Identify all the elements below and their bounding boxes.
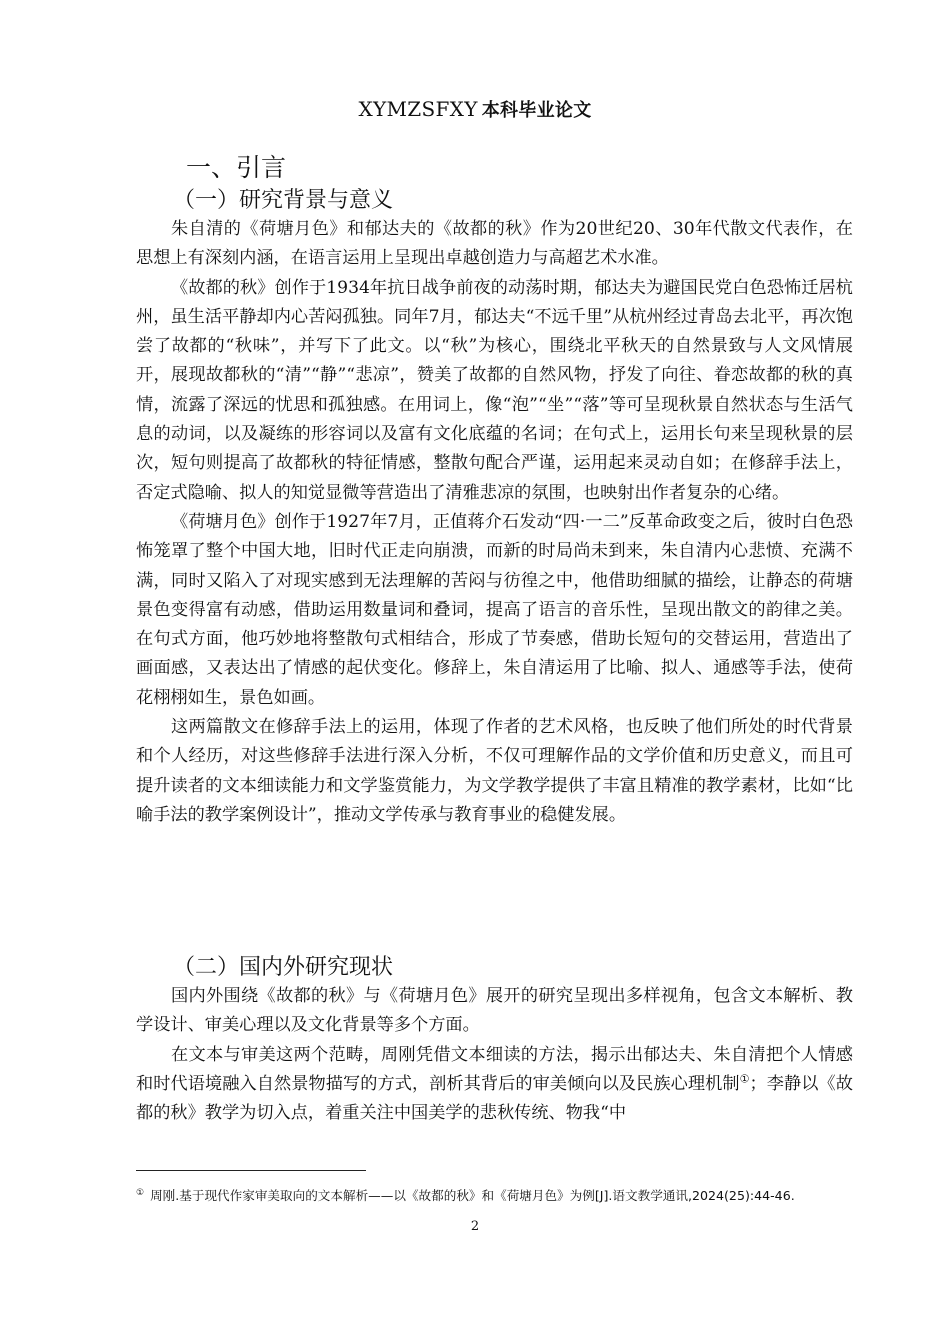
footnote-text: 周刚.基于现代作家审美取向的文本解析——以《故都的秋》和《荷塘月色》为例[J].语文教学通讯,2024(25):44-46. [150,1188,795,1204]
paragraph: 《荷塘月色》创作于1927年7月，正值蒋介石发动“四·一二”反革命政变之后，彼时白色恐怖笼罩了整个中国大地，旧时代正走向崩溃，而新的时局尚未到来，朱自清内心悲愤、充满不满，同时又陷入了对现实感到无法理解的苦闷与彷徨之中，他借助细腻的描绘，让静态的荷塘景色变得富有动感，借助运用数量词和叠词，提高了语言的音乐性，呈现出散文的韵律之美。在句式方面，他巧妙地将整散句式相结合，形成了节奏感，借助长短句的交替运用，营造出了画面感，又表达出了情感的起伏变化。修辞上，朱自清运用了比喻、拟人、通感等手法，使荷花栩栩如生，景色如画。 [136,511,853,708]
paragraph: 国内外围绕《故都的秋》与《荷塘月色》展开的研究呈现出多样视角，包含文本解析、教学设计、审美心理以及文化背景等多个方面。 [136,986,853,1036]
footnote-number: ① [136,1188,145,1198]
subsection-heading-research-status: （二）国内外研究现状 [173,955,394,980]
paragraph-with-footnote [136,1041,853,1129]
footnote-separator [136,1170,366,1171]
footnote-reference[interactable]: ① [739,1072,750,1086]
page-number: 2 [470,1219,480,1234]
paragraph: 这两篇散文在修辞手法上的运用，体现了作者的艺术风格，也反映了他们所处的时代背景和个人经历，对这些修辞手法进行深入分析，不仅可理解作品的文学价值和历史意义，而且可提升读者的文本细读能力和文学鉴赏能力，为文学教学提供了丰富且精准的教学素材，比如“比喻手法的教学案例设计”，推动文学传承与教育事业的稳健发展。 [136,717,853,825]
header-title: 本科毕业论文 [481,100,592,121]
paragraph: 朱自清的《荷塘月色》和郁达夫的《故都的秋》作为20世纪20、30年代散文代表作，在思想上有深刻内涵，在语言运用上呈现出卓越创造力与高超艺术水准。 [136,219,853,269]
paragraph-text: 在文本与审美这两个范畴，周刚凭借文本细读的方法，揭示出郁达夫、朱自清把个人情感和时代语境融入自然景物描写的方式，剖析其背后的审美倾向以及民族心理机制 [136,1044,853,1094]
paragraph-text: ；李静以《故都的秋》教学为切入点，着重关注中国美学的悲秋传统、物我“中 [136,1073,853,1124]
paragraph: 《故都的秋》创作于1934年抗日战争前夜的动荡时期，郁达夫为避国民党白色恐怖迁居杭州，虽生活平静却内心苦闷孤独。同年7月，郁达夫“不远千里”从杭州经过青岛去北平，再次饱尝了故都的“秋味”，并写下了此文。以“秋”为核心，围绕北平秋天的自然景致与人文风情展开，展现故都秋的“清”“静”“悲凉”，赞美了故都的自然风物，抒发了向往、眷恋故都的秋的真情，流露了深远的忧思和孤独感。在用词上，像“泡”“坐”“落”等可呈现秋景自然状态与生活气息的动词，以及凝练的形容词以及富有文化底蕴的名词；在句式上，运用长句来呈现秋景的层次，短句则提高了故都秋的特征情感，整散句配合严谨，运用起来灵动自如；在修辞手法上，否定式隐喻、拟人的知觉显微等营造出了清雅悲凉的氛围，也映射出作者复杂的心绪。 [136,277,853,503]
footnote [136,1182,853,1207]
header-latin: XYMZSFXY [358,97,478,121]
subsection-heading-background: （一）研究背景与意义 [173,188,394,213]
section-heading: 一、引言 [186,153,287,182]
background-body [136,215,853,830]
running-header [0,96,950,122]
research-status-body [136,982,853,1128]
